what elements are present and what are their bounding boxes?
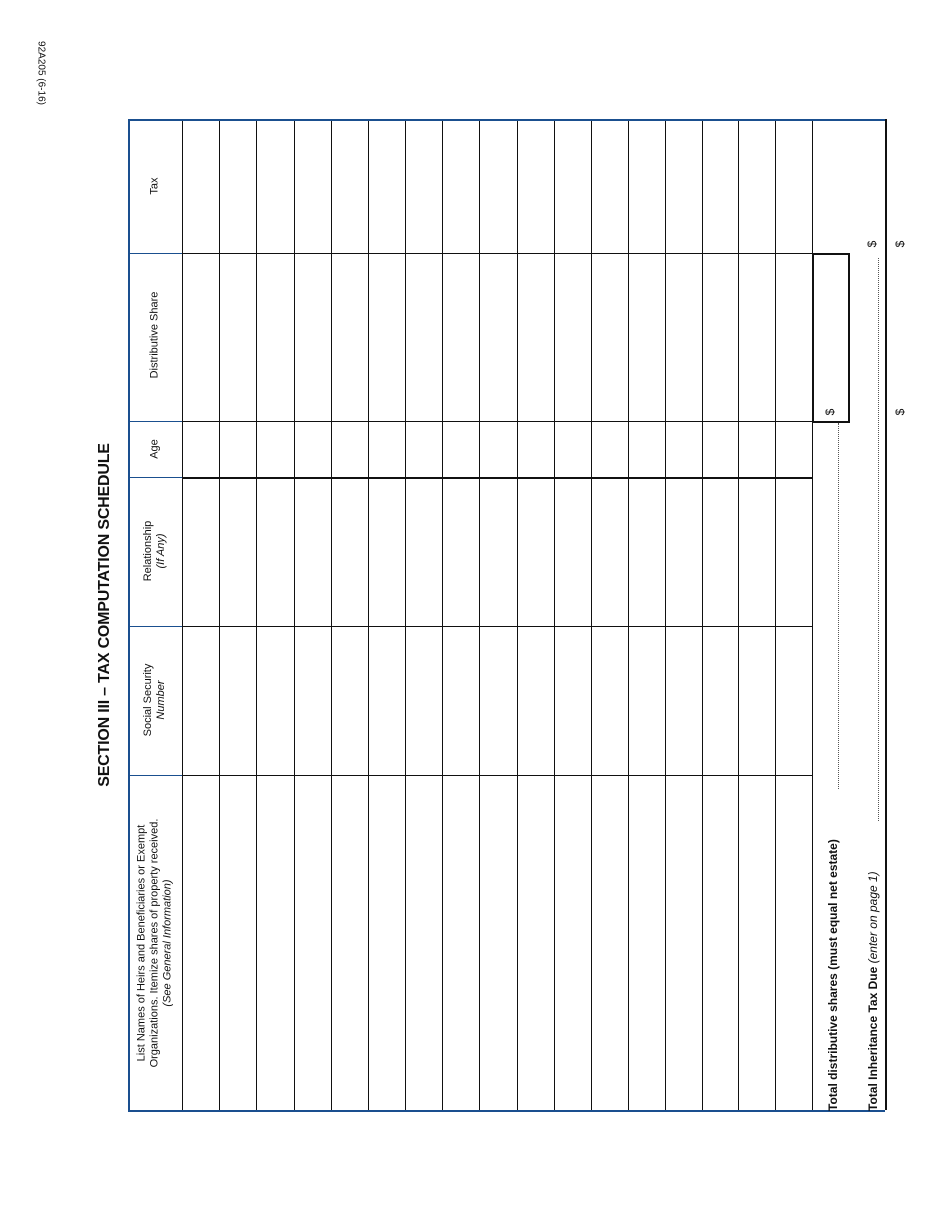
total-shares-leader: [838, 423, 839, 789]
row-separator: [517, 119, 518, 1110]
header-names-line2: Organizations. Itemize shares of property received.: [148, 818, 161, 1068]
header-relationship-note: (If Any): [155, 533, 167, 569]
row-separator: [775, 119, 776, 1110]
header-relationship-line2: [155, 521, 168, 582]
total-tax-leader: [878, 258, 879, 821]
header-ssn: [142, 664, 168, 737]
table-left-border: [128, 119, 130, 1110]
section-title: SECTION III – TAX COMPUTATION SCHEDULE: [96, 443, 113, 787]
table-right-border: [885, 119, 887, 1110]
row-separator: [591, 119, 592, 1110]
header-relationship-line1: Relationship: [142, 520, 154, 582]
column-separator-body: [182, 253, 812, 254]
header-share: Distributive Share: [148, 291, 161, 379]
row-separator: [665, 119, 666, 1110]
header-names-line3: [162, 819, 175, 1068]
row-separator: [256, 119, 257, 1110]
row-separator: [405, 119, 406, 1110]
column-separator: [128, 119, 885, 121]
form-id: 92A205 (6-16): [35, 41, 47, 105]
row-separator: [331, 119, 332, 1110]
column-separator-body: [182, 775, 812, 776]
first-row-share-dollar: $: [893, 408, 907, 416]
column-separator-body: [182, 421, 812, 422]
row-separator: [479, 119, 480, 1110]
row-separator: [219, 119, 220, 1110]
total-tax-label: [866, 871, 880, 1111]
header-tax: Tax: [148, 177, 161, 195]
header-ssn-line1: Social Security: [142, 663, 154, 737]
relationship-age-boundary: [182, 477, 812, 479]
row-separator: [702, 119, 703, 1110]
total-tax-label-text: Total Inheritance Tax Due: [866, 966, 880, 1111]
total-tax-dollar: $: [865, 240, 879, 248]
header-ssn-note: Number: [155, 680, 167, 720]
total-shares-dollar: $: [823, 408, 837, 416]
row-separator: [182, 119, 183, 1110]
header-age: Age: [148, 439, 161, 459]
column-separator-body: [182, 626, 812, 627]
row-separator: [554, 119, 555, 1110]
first-row-tax-dollar: $: [893, 240, 907, 248]
header-names-line1: List Names of Heirs and Beneficiaries or Exempt: [135, 824, 148, 1062]
total-shares-box[interactable]: [812, 253, 850, 423]
header-ssn-line2: [155, 664, 168, 737]
row-separator: [294, 119, 295, 1110]
total-tax-note: (enter on page 1): [866, 871, 880, 964]
row-separator: [738, 119, 739, 1110]
row-separator: [628, 119, 629, 1110]
header-names-note: (See General Information): [161, 879, 174, 1007]
header-relationship: [142, 521, 168, 582]
header-names: [136, 819, 175, 1068]
row-separator: [442, 119, 443, 1110]
row-separator: [368, 119, 369, 1110]
column-separator: [128, 1110, 885, 1112]
total-shares-label: Total distributive shares (must equal net estate): [826, 839, 840, 1111]
